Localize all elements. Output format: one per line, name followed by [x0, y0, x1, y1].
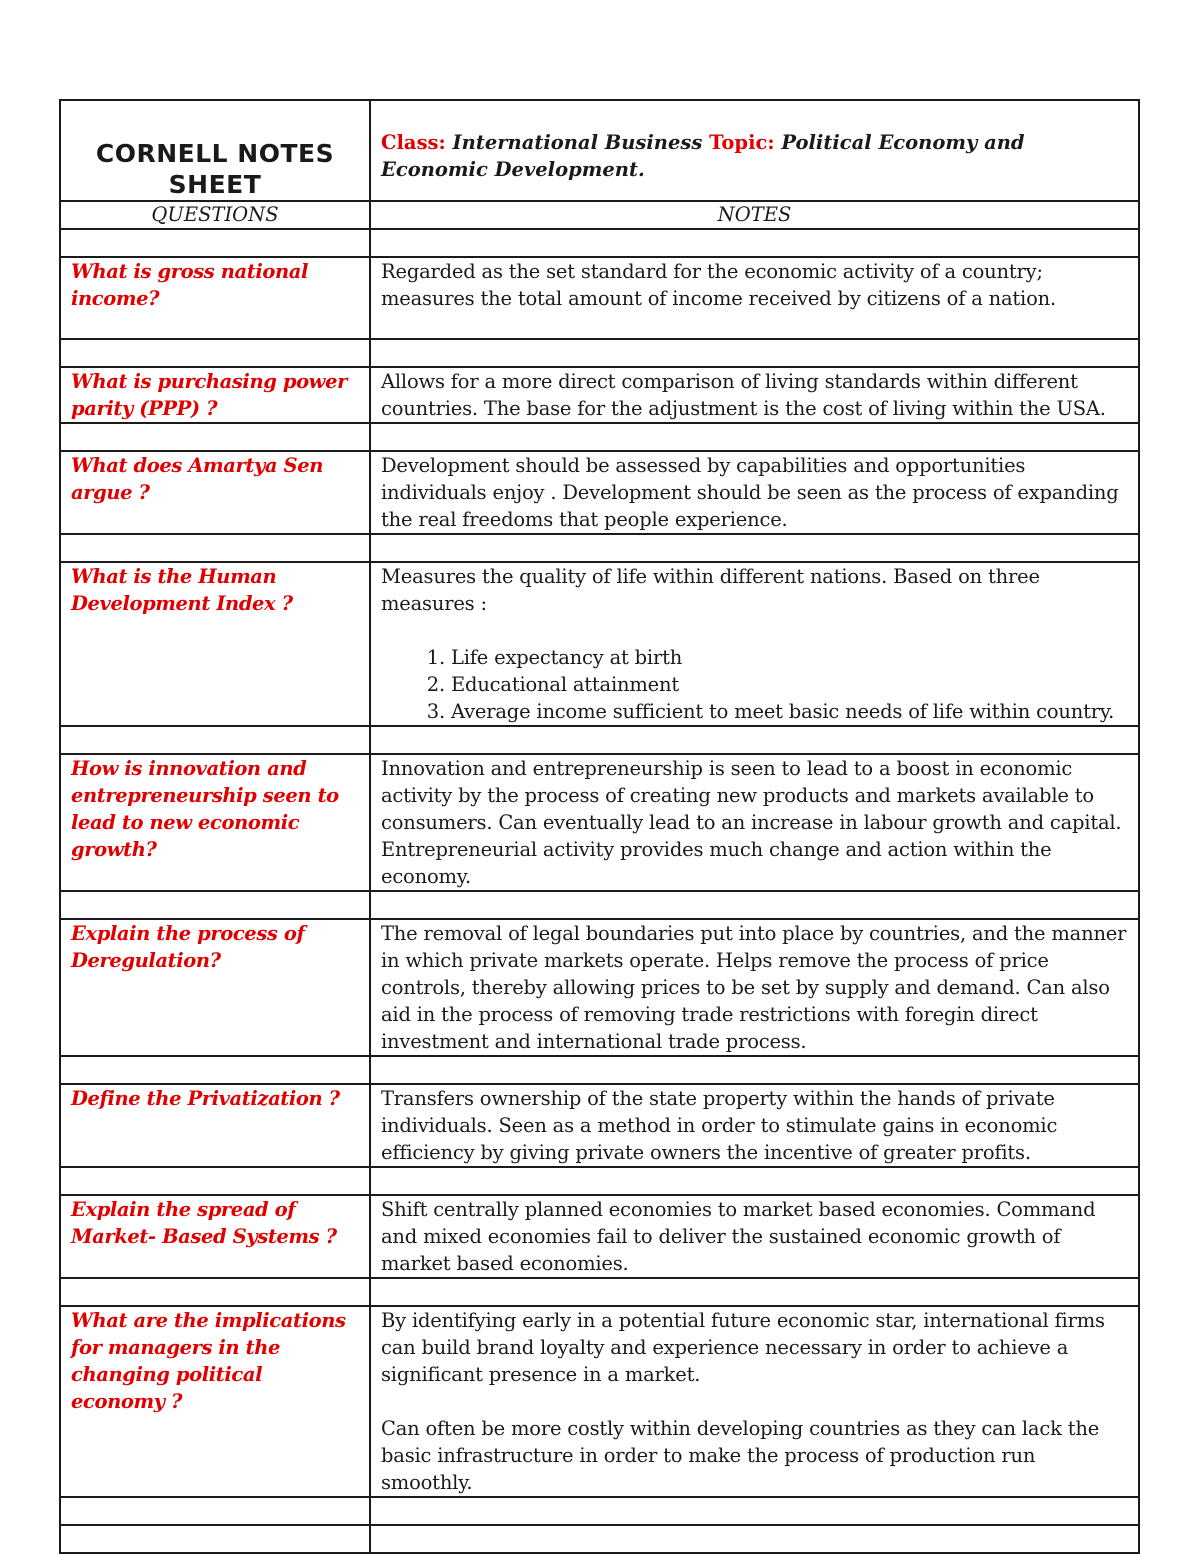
question-cell: What are the implications for managers in the changing political economy ? — [60, 1306, 370, 1497]
table-row — [60, 919, 1139, 1056]
note-cell: Development should be assessed by capabilities and opportunities individuals enjoy . Development should be seen as the process of expanding the real freedoms that people experience. — [370, 451, 1139, 534]
spacer-row — [60, 1525, 1139, 1553]
note-text: Can often be more costly within developing countries as they can lack the basic infrastructure in order to make the process of production run smoothly. — [381, 1417, 1100, 1494]
list-item: 1. Life expectancy at birth — [451, 644, 1128, 671]
question-cell: What is gross national income? — [60, 257, 370, 339]
spacer-row — [60, 534, 1139, 562]
spacer-row — [60, 891, 1139, 919]
class-topic-cell: Class: International Business Topic: Political Economy and Economic Development. — [370, 100, 1139, 201]
topic-value: Political Economy and Economic Development. — [381, 131, 1025, 181]
note-cell: Innovation and entrepreneurship is seen to lead to a boost in economic activity by the process of creating new products and markets available to consumers. Can eventually lead to an increase in labour growth and capital. Entrepreneurial activity provides much change and action within the economy. — [370, 754, 1139, 891]
cornell-notes-table — [59, 99, 1140, 1554]
spacer-row — [60, 1056, 1139, 1084]
spacer-row — [60, 726, 1139, 754]
spacer-row — [60, 229, 1139, 257]
note-cell: Allows for a more direct comparison of living standards within different countries. The base for the adjustment is the cost of living within the USA. — [370, 367, 1139, 423]
spacer-row — [60, 1167, 1139, 1195]
questions-header: QUESTIONS — [60, 201, 370, 229]
note-cell: Regarded as the set standard for the economic activity of a country; measures the total amount of income received by citizens of a nation. — [370, 257, 1139, 339]
note-cell — [370, 1306, 1139, 1497]
table-row — [60, 754, 1139, 891]
table-row — [60, 451, 1139, 534]
page-title: CORNELL NOTES SHEET — [95, 139, 335, 199]
notes-header: NOTES — [370, 201, 1139, 229]
table-row — [60, 562, 1139, 726]
title-cell — [60, 100, 370, 201]
question-cell: How is innovation and entrepreneurship seen to lead to new economic growth? — [60, 754, 370, 891]
spacer-row — [60, 423, 1139, 451]
note-cell: Shift centrally planned economies to market based economies. Command and mixed economies fail to deliver the sustained economic growth of market based economies. — [370, 1195, 1139, 1278]
class-value: International Business — [452, 131, 703, 154]
note-cell: Transfers ownership of the state property within the hands of private individuals. Seen as a method in order to stimulate gains in economic efficiency by giving private owners the incentive of greater profits. — [370, 1084, 1139, 1167]
topic-label: Topic — [709, 131, 768, 154]
question-cell: Explain the spread of Market- Based Systems ? — [60, 1195, 370, 1278]
question-cell: Define the Privatization ? — [60, 1084, 370, 1167]
table-row — [60, 1195, 1139, 1278]
note-cell — [370, 562, 1139, 726]
spacer-row — [60, 1497, 1139, 1525]
note-text: By identifying early in a potential future economic star, international firms can build brand loyalty and experience necessary in order to achieve a significant presence in a market. — [381, 1309, 1105, 1386]
table-row — [60, 1084, 1139, 1167]
table-row — [60, 257, 1139, 339]
class-label: Class — [381, 131, 439, 154]
question-cell: What is the Human Development Index ? — [60, 562, 370, 726]
spacer-row — [60, 339, 1139, 367]
question-cell: Explain the process of Deregulation? — [60, 919, 370, 1056]
question-cell: What does Amartya Sen argue ? — [60, 451, 370, 534]
question-cell: What is purchasing power parity (PPP) ? — [60, 367, 370, 423]
note-cell: The removal of legal boundaries put into place by countries, and the manner in which private markets operate. Helps remove the process of price controls, thereby allowing prices to be set by supply and demand. Can also aid in the process of removing trade restrictions with foregin direct investment and international trade process. — [370, 919, 1139, 1056]
table-row — [60, 367, 1139, 423]
hdi-measures-list — [381, 644, 1128, 725]
list-item: 2. Educational attainment — [451, 671, 1128, 698]
list-item: 3. Average income sufficient to meet basic needs of life within country. — [451, 698, 1128, 725]
note-text: Measures the quality of life within different nations. Based on three measures : — [381, 565, 1040, 615]
table-row — [60, 1306, 1139, 1497]
spacer-row — [60, 1278, 1139, 1306]
